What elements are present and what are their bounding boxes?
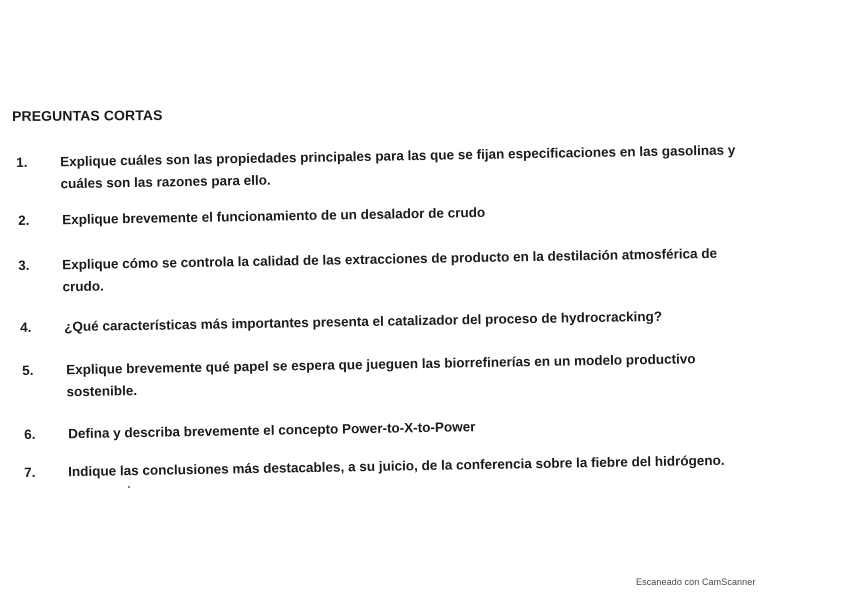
question-text	[60, 139, 736, 195]
question-line: Defina y describa brevemente el concepto Power-to-X-to-Power	[68, 419, 476, 442]
question-number: 5.	[22, 362, 34, 378]
question-number: 1.	[16, 154, 28, 170]
question-number: 3.	[18, 257, 30, 273]
question-line: Explique cuáles son las propiedades principales para las que se fijan especificaciones en las gasolinas y	[60, 142, 736, 170]
scan-speck	[128, 486, 130, 488]
question-line: crudo.	[62, 278, 104, 295]
question-text	[62, 243, 718, 298]
question-number: 7.	[24, 464, 36, 480]
question-number: 6.	[24, 426, 36, 442]
question-line: cuáles son las razones para ello.	[60, 172, 271, 192]
question-text	[68, 416, 476, 445]
question-line: Explique brevemente el funcionamiento de un desalador de crudo	[62, 204, 486, 228]
question-text	[62, 202, 485, 231]
question-line: ¿Qué características más importantes presenta el catalizador del proceso de hydrocracking?	[64, 308, 663, 335]
question-line: Explique brevemente qué papel se espera que jueguen las biorrefinerías en un modelo productivo	[66, 351, 696, 378]
question-text	[66, 348, 696, 403]
question-number: 2.	[18, 212, 30, 228]
question-text	[68, 450, 725, 483]
question-line: sostenible.	[66, 382, 138, 400]
scanner-watermark: Escaneado con CamScanner	[636, 577, 756, 587]
question-number: 4.	[20, 319, 32, 335]
question-line: Explique cómo se controla la calidad de las extracciones de producto en la destilación atmosférica de	[62, 245, 718, 273]
question-line: Indique las conclusiones más destacables, a su juicio, de la conferencia sobre la fiebre del hidrógeno.	[68, 452, 725, 480]
question-text	[64, 306, 662, 338]
section-heading: PREGUNTAS CORTAS	[12, 106, 163, 124]
